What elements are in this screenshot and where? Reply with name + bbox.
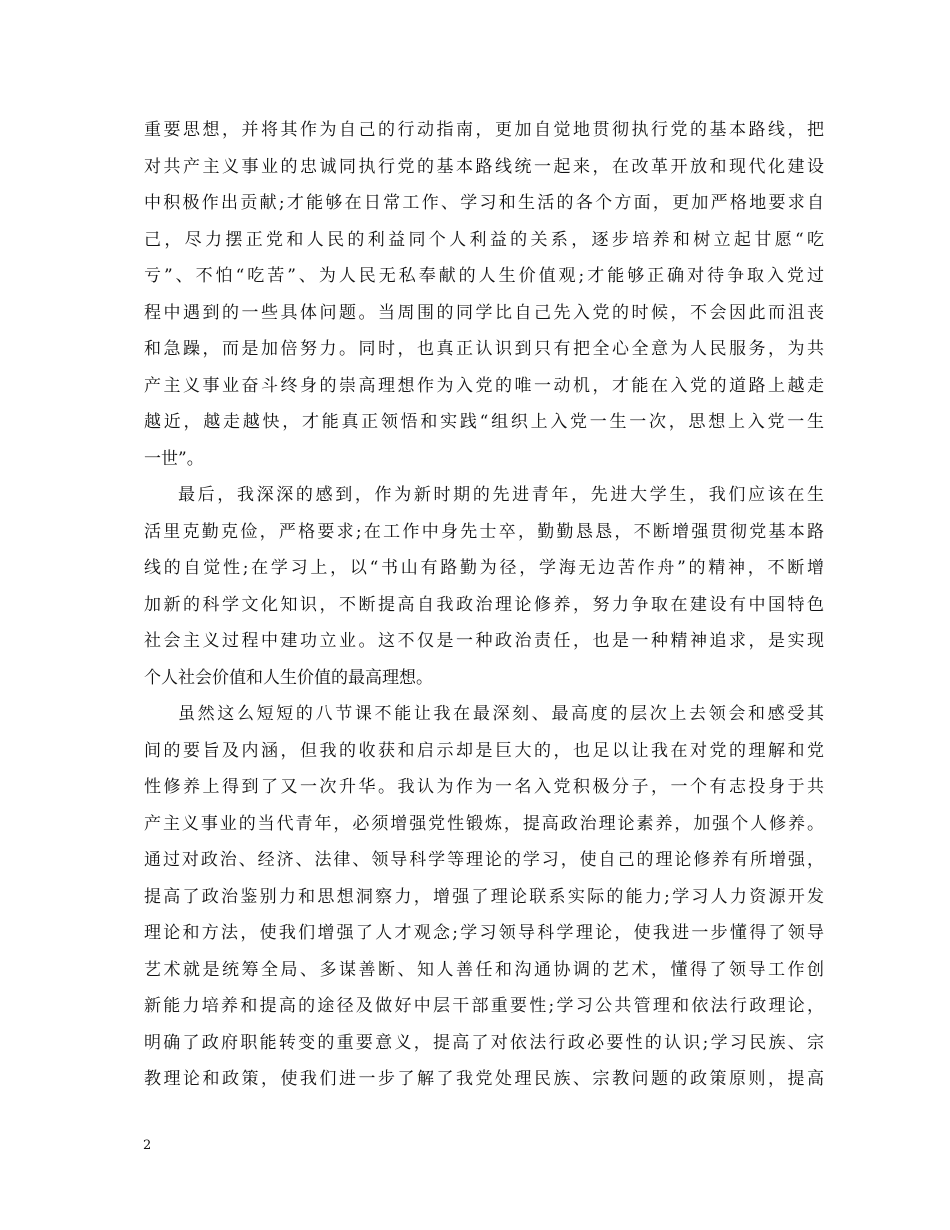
text-line: 越近，越走越快，才能真正领悟和实践“组织上入党一生一次，思想上入党一生	[144, 412, 824, 432]
text-line: 一世”。	[144, 448, 204, 469]
text-line: 新能力培养和提高的途径及做好中层干部重要性;学习公共管理和依法行政理论，	[144, 996, 824, 1016]
text-line: 个人社会价值和人生价值的最高理想。	[144, 667, 433, 688]
paragraph-1	[144, 112, 824, 477]
text-line: 线的自觉性;在学习上，以“书山有路勤为径，学海无边苦作舟”的精神，不断增	[144, 558, 824, 578]
text-line: 社会主义过程中建功立业。这不仅是一种政治责任，也是一种精神追求，是实现	[144, 631, 824, 651]
paragraph-2	[144, 477, 824, 696]
text-line: 最后，我深深的感到，作为新时期的先进青年，先进大学生，我们应该在生	[178, 485, 824, 505]
text-line: 对共产主义事业的忠诚同执行党的基本路线统一起来，在改革开放和现代化建设	[144, 156, 824, 177]
text-line: 己，尽力摆正党和人民的利益同个人利益的关系，逐步培养和树立起甘愿“吃	[144, 229, 824, 250]
document-body	[144, 112, 824, 1098]
text-line: 教理论和政策，使我们进一步了解了我党处理民族、宗教问题的政策原则，提高	[144, 1069, 824, 1089]
text-line: 活里克勤克俭，严格要求;在工作中身先士卒，勤勤恳恳，不断增强贯彻党基本路	[144, 521, 824, 542]
text-line: 程中遇到的一些具体问题。当周围的同学比自己先入党的时候，不会因此而沮丧	[144, 302, 824, 323]
text-line: 性修养上得到了又一次升华。我认为作为一名入党积极分子，一个有志投身于共	[144, 777, 824, 797]
text-line: 产主义事业的当代青年，必须增强党性锻炼，提高政治理论素养，加强个人修养。	[144, 813, 824, 834]
text-line: 通过对政治、经济、法律、领导科学等理论的学习，使自己的理论修养有所增强，	[144, 850, 824, 870]
text-line: 和急躁，而是加倍努力。同时，也真正认识到只有把全心全意为人民服务，为共	[144, 339, 824, 359]
text-line: 虽然这么短短的八节课不能让我在最深刻、最高度的层次上去领会和感受其	[178, 704, 824, 724]
text-line: 产主义事业奋斗终身的崇高理想作为入党的唯一动机，才能在入党的道路上越走	[144, 375, 824, 396]
text-line: 亏”、不怕“吃苦”、为人民无私奉献的人生价值观;才能够正确对待争取入党过	[144, 266, 824, 286]
text-line: 理论和方法，使我们增强了人才观念;学习领导科学理论，使我进一步懂得了领导	[144, 923, 824, 943]
text-line: 加新的科学文化知识，不断提高自我政治理论修养，努力争取在建设有中国特色	[144, 594, 824, 615]
text-line: 明确了政府职能转变的重要意义，提高了对依法行政必要性的认识;学习民族、宗	[144, 1032, 824, 1053]
text-line: 重要思想，并将其作为自己的行动指南，更加自觉地贯彻执行党的基本路线，把	[144, 120, 824, 140]
text-line: 间的要旨及内涵，但我的收获和启示却是巨大的，也足以让我在对党的理解和党	[144, 740, 824, 761]
page-number: 2	[143, 1138, 152, 1153]
text-line: 中积极作出贡献;才能够在日常工作、学习和生活的各个方面，更加严格地要求自	[144, 193, 824, 213]
text-line: 艺术就是统筹全局、多谋善断、知人善任和沟通协调的艺术，懂得了领导工作创	[144, 959, 824, 980]
text-line: 提高了政治鉴别力和思想洞察力，增强了理论联系实际的能力;学习人力资源开发	[144, 886, 824, 907]
paragraph-3	[144, 696, 824, 1098]
